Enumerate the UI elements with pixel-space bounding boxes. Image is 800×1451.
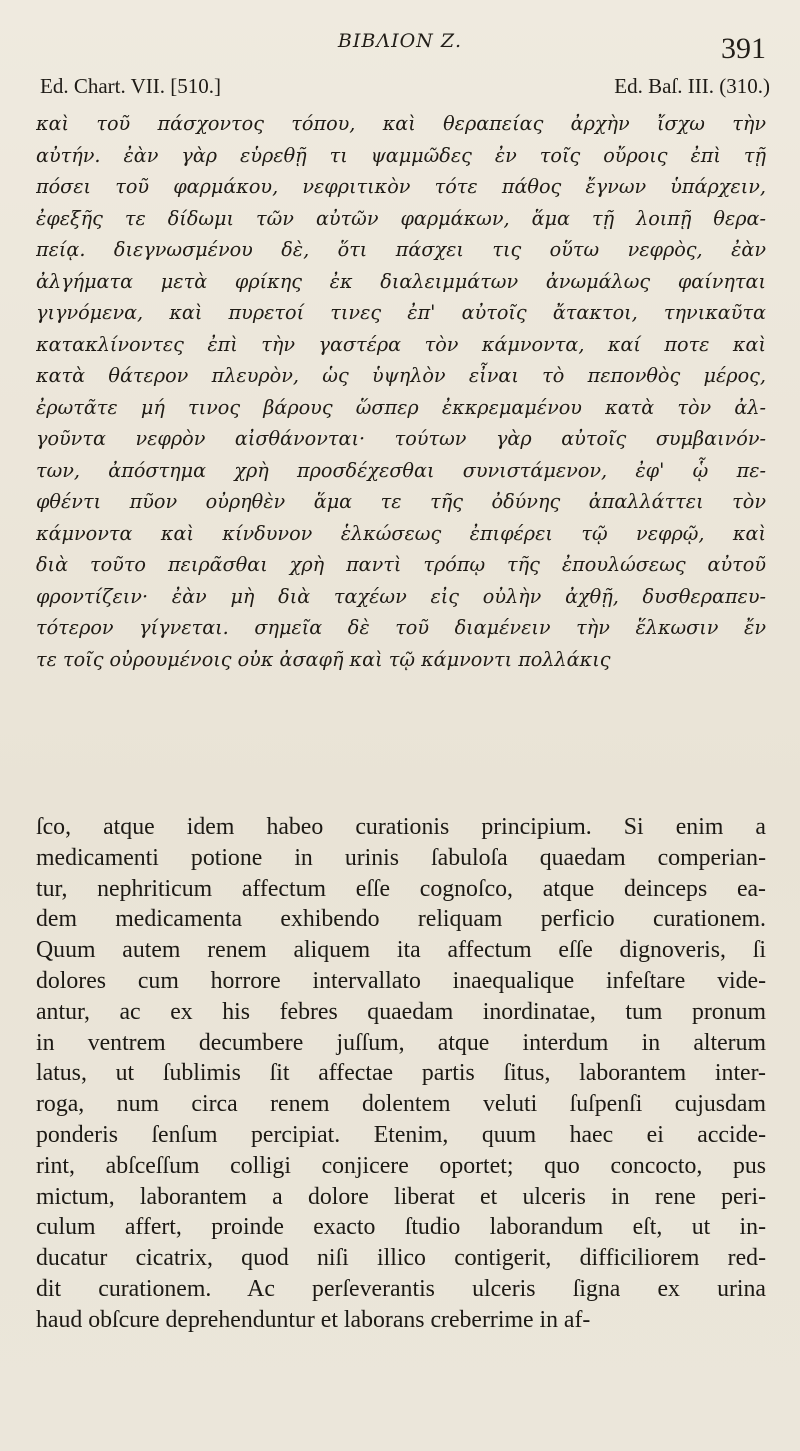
- greek-text-line: τότερον γίγνεται. σημεῖα δὲ τοῦ διαμένειν τὴν ἕλκωσιν ἔν: [36, 616, 766, 639]
- greek-text-line: καὶ τοῦ πάσχοντος τόπου, καὶ θεραπείας ἀρχὴν ἴσχω τὴν: [36, 112, 766, 135]
- latin-text-line: medicamenti potione in urinis ſabuloſa quaedam comperian-: [36, 844, 766, 871]
- latin-text-line: culum affert, proinde exacto ſtudio laborandum eſt, ut in-: [36, 1214, 766, 1241]
- latin-text-block: [36, 812, 766, 1336]
- edition-reference-right: Ed. Baſ. III. (310.): [614, 74, 770, 98]
- latin-text-line: ponderis ſenſum percipiat. Etenim, quum haec ei accide-: [36, 1121, 766, 1148]
- greek-text-line: ἐρωτᾶτε μή τινος βάρους ὥσπερ ἐκκρεμαμένου κατὰ τὸν ἀλ-: [36, 395, 766, 419]
- page-number: 391: [721, 32, 766, 65]
- latin-text-line: in ventrem decumbere juſſum, atque interdum in alterum: [36, 1029, 766, 1056]
- greek-text-line: φροντίζειν· ἐὰν μὴ διὰ ταχέων εἰς οὐλὴν ἀχθῇ, δυσθεραπευ-: [36, 584, 766, 608]
- greek-text-line: διὰ τοῦτο πειρᾶσθαι χρὴ παντὶ τρόπῳ τῆς ἐπουλώσεως αὐτοῦ: [36, 553, 766, 576]
- running-title: ΒΙΒΛΙΟΝ Ζ.: [337, 30, 463, 52]
- latin-text-line: ducatur cicatrix, quod niſi illico contigerit, difficiliorem red-: [36, 1245, 766, 1272]
- latin-text-line: antur, ac ex his febres quaedam inordinatae, tum pronum: [36, 998, 766, 1025]
- latin-text-line: Quum autem renem aliquem ita affectum eſſe dignoveris, ſi: [36, 937, 766, 964]
- greek-text-line: των, ἀπόστημα χρὴ προσδέχεσθαι συνιστάμενον, ἐφ' ᾧ πε-: [36, 458, 766, 482]
- latin-text-line: dem medicamenta exhibendo reliquam perficio curationem.: [36, 906, 766, 933]
- greek-text-line: φθέντι πῦον οὐρηθὲν ἅμα τε τῆς ὀδύνης ἀπαλλάττει τὸν: [36, 490, 766, 513]
- greek-text-line: γοῦντα νεφρὸν αἰσθάνονται· τούτων γὰρ αὐτοῖς συμβαινόν-: [36, 427, 766, 450]
- latin-text-line: ſco, atque idem habeo curationis principium. Si enim a: [36, 814, 766, 840]
- greek-text-line: πείᾳ. διεγνωσμένου δὲ, ὅτι πάσχει τις οὕτω νεφρὸς, ἐὰν: [36, 238, 766, 261]
- greek-text-line: κατὰ θάτερον πλευρὸν, ὡς ὑψηλὸν εἶναι τὸ πεπονθὸς μέρος,: [36, 364, 766, 387]
- greek-text-line: πόσει τοῦ φαρμάκου, νεφριτικὸν τότε πάθος ἔγνων ὑπάρχειν,: [36, 175, 766, 198]
- greek-text-block: [36, 108, 766, 675]
- greek-text-line: ἐφεξῆς τε δίδωμι τῶν αὐτῶν φαρμάκων, ἅμα τῇ λοιπῇ θερα-: [36, 206, 766, 230]
- latin-text-line: rint, abſceſſum colligi conjicere oportet; quo concocto, pus: [36, 1152, 766, 1179]
- latin-text-line: dolores cum horrore intervallato inaequalique infeſtare vide-: [36, 967, 766, 994]
- greek-text-line: ἀλγήματα μετὰ φρίκης ἐκ διαλειμμάτων ἀνωμάλως φαίνηται: [36, 269, 766, 293]
- greek-text-line: αὐτήν. ἐὰν γὰρ εὑρεθῇ τι ψαμμῶδες ἐν τοῖς οὔροις ἐπὶ τῇ: [36, 143, 766, 167]
- greek-text-line: κάμνοντα καὶ κίνδυνον ἑλκώσεως ἐπιφέρει τῷ νεφρῷ, καὶ: [36, 521, 766, 545]
- latin-text-line: tur, nephriticum affectum eſſe cognoſco, atque deinceps ea-: [36, 875, 766, 902]
- greek-text-line: γιγνόμενα, καὶ πυρετοί τινες ἐπ' αὐτοῖς ἄτακτοι, τηνικαῦτα: [36, 301, 766, 324]
- greek-text-line: κατακλίνοντες ἐπὶ τὴν γαστέρα τὸν κάμνοντα, καί ποτε καὶ: [36, 332, 766, 356]
- edition-reference-left: Ed. Chart. VII. [510.]: [40, 74, 221, 98]
- latin-text-line: latus, ut ſublimis ſit affectae partis ſitus, laborantem inter-: [36, 1060, 766, 1087]
- latin-text-line: roga, num circa renem dolentem veluti ſuſpenſi cujusdam: [36, 1091, 766, 1118]
- greek-text-line: τε τοῖς οὐρουμένοις οὐκ ἀσαφῆ καὶ τῷ κάμνοντι πολλάκις: [36, 647, 611, 671]
- latin-text-line: mictum, laborantem a dolore liberat et ulceris in rene peri-: [36, 1183, 766, 1210]
- latin-text-line: haud obſcure deprehenduntur et laborans creberrime in af-: [36, 1306, 591, 1333]
- latin-text-line: dit curationem. Ac perſeverantis ulceris ſigna ex urina: [36, 1275, 766, 1302]
